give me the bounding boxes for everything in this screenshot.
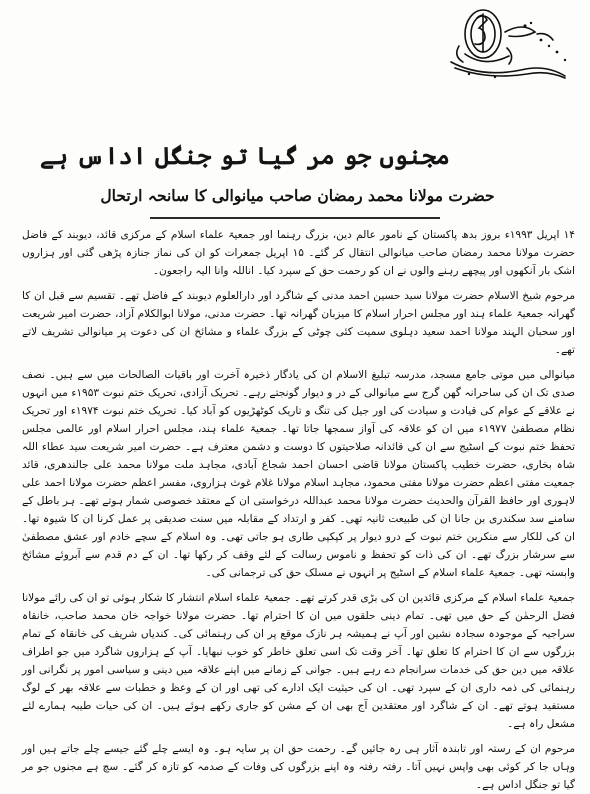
paragraph: میانوالی میں موتی جامع مسجد، مدرسہ تبلیغ الاسلام ان کی یادگار ذخیرہ آخرت اور باقیات الصالحات میں سے ہیں۔ نصف صدی تک ان کی ساحرانہ گھن گرج سے میانوالی کے در و دیوار گونجتے رہے۔ تحریک آزادی، تحریک ختم نبوت ۱۹۵۳ء میں انہوں نے علاقے کے عوام کی قیادت و سیادت کی اور جیل کی تنگ و تاریک کوٹھڑیوں کو آباد کیا۔ تحریک ختم نبوت ۱۹۷۴ء اور تحریک نظام مصطفیٰ ۱۹۷۷ء میں ان کو علاقہ کی آواز سمجھا جاتا تھا۔ جمعیۃ علماء ہند، مجلس احرار اسلام اور عالمی مجلس تحفظ ختم نبوت کے اسٹیج سے ان کی قائدانہ صلاحیتوں کا دوست و دشمن معترف ہے۔ حضرت امیر شریعت سید عطاء اللہ شاہ بخاری، حضرت خطیب پاکستان مولانا قاضی احسان احمد شجاع آبادی، مجاہد ملت مولانا محمد علی جالندھری، قائد جمعیت مفتی اعظم حضرت مولانا مفتی محمود، مجاہد اسلام مولانا غلام غوث ہزاروی، مفسر اعظم حضرت مولانا احمد علی لاہوری اور حافظ القرآن والحدیث حضرت مولانا محمد عبداللہ درخواستی ان کے معتقد خصوصی شمار ہوتے تھے۔ ہر باطل کے سامنے سد سکندری بن جانا ان کی طبیعت ثانیہ تھی۔ کفر و ارتداد کے مقابلہ میں سنت صدیقی پر عمل کرنا ان کا شیوہ تھا۔ ان کی للکار سے منکرین ختم نبوت کے درو دیوار پر کپکپی طاری ہو جاتی تھی۔ وہ اسلام کے سچے خادم اور عشق مصطفیٰ سے سرشار بزرگ تھے۔ ان کی ذات کو تحفظ و ناموس رسالت کے لئے وقف کر رکھا تھا۔ ان کے دم قدم سے آبروئے مشائخ وابستہ تھی۔ جمعیۃ علماء اسلام کے اسٹیج پر انہوں نے مسلک حق کی ترجمانی کی۔ [22,369,576,579]
calligraphy-emblem [425,4,575,82]
article-body [22,226,576,791]
article-subtitle: حضرت مولانا محمد رمضان صاحب میانوالی کا سانحہ ارتحال [100,186,495,205]
paragraph: جمعیۃ علماء اسلام کے مرکزی قائدین ان کی بڑی قدر کرتے تھے۔ جمعیۃ علماء اسلام انتشار کا شکار ہوئی تو ان کی رائے مولانا فضل الرحمٰن کے حق میں تھی۔ تمام دینی حلقوں میں ان کا احترام تھا۔ حضرت مولانا خواجہ خان محمد صاحب، خانقاہ سراجیہ کے موجودہ سجادہ نشین اور آپ نے ہمیشہ ہر نازک موقع پر ان کی رہنمائی کی۔ کندیاں شریف کی خانقاہ کے تمام بزرگوں سے ان کا احترام کا تعلق تھا۔ آخر وقت تک اسی تعلق خاطر کو خوب نبھایا۔ آپ کے ہزاروں شاگرد میں جو اطراف علاقہ میں دین حق کی خدمات سرانجام دے رہے ہیں۔ جوانی کے زمانے میں اپنے علاقہ میں دینی و سیاسی امور پر نگرانی اور رہنمائی کی ذمہ داری ان کے سپرد تھی۔ ان کی حیثیت ایک ادارے کی تھی اور ان کے وعظ و خطبات سے علاقہ بھر کے لوگ مستفید ہوتے تھے۔ ان کے شاگرد اور معتقدین آج بھی ان کے مشن کو جاری رکھے ہوئے ہیں۔ ان کی حیات طیبہ ہمارے لئے مشعل راہ ہے۔ [22,592,575,730]
article-title: مجنوں جو مر گیا تو جنگل اداس ہے [39,141,450,170]
subtitle-underline [150,217,440,219]
paragraph: مرحوم ان کے رستہ اور تابندہ آثار ہی رہ جائیں گے۔ رحمت حق ان پر سایہ ہو۔ وہ ایسے چلے گئے جیسے چلے جاتے ہیں اور وہاں جا کر کوئی بھی واپس نہیں آتا۔ رفتہ رفتہ وہ اپنے بزرگوں کی وفات کے صدمہ کو تازہ کر گئے۔ سچ ہے مجنوں جو مر گیا تو جنگل اداس ہے۔ [22,743,575,791]
paragraph: مرحوم شیخ الاسلام حضرت مولانا سید حسین احمد مدنی کے شاگرد اور دارالعلوم دیوبند کے فاضل تھے۔ تقسیم سے قبل ان کا گھرانہ جمعیۃ علماء ہند اور مجلس احرار اسلام کا میزبان گھرانہ تھا۔ حضرت مدنی، مولانا ابوالکلام آزاد، حضرت امیر شریعت اور سحبان الہند مولانا احمد سعید دہلوی سمیت کئی چوٹی کے بزرگ علماء و مشائخ ان کی دعوت پر میانوالی تشریف لاتے تھے۔ [22,290,575,356]
paragraph: ۱۴ اپریل ۱۹۹۳ء بروز بدھ پاکستان کے نامور عالم دین، بزرگ رہنما اور جمعیۃ علماء اسلام کے مرکزی قائد، دیوبند کے فاضل حضرت مولانا محمد رمضان صاحب میانوالی انتقال کر گئے۔ ۱۵ اپریل جمعرات کو ان کی نماز جنازہ پڑھی گئی اور ہزاروں اشک بار آنکھوں اور پیچھے رہنے والوں نے ان کو رحمت حق کے سپرد کیا۔ اناللہ وانا الیہ راجعون۔ [22,229,575,277]
